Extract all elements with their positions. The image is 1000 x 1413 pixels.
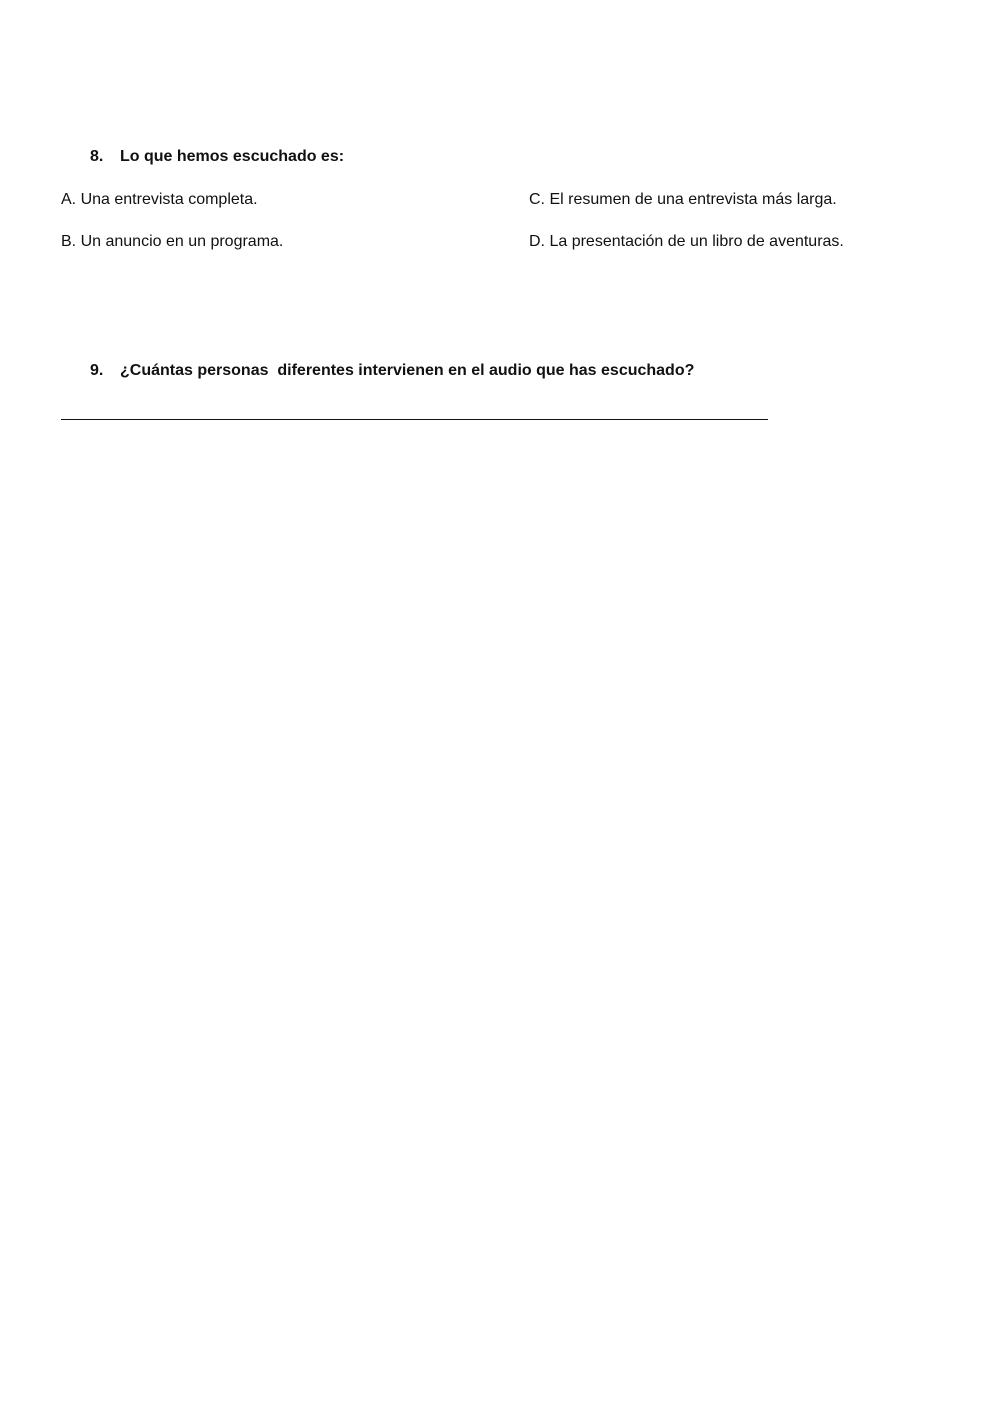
question-8: [90, 147, 344, 167]
option-a[interactable]: [61, 190, 258, 210]
option-b-letter: B.: [61, 233, 77, 250]
question-9: [90, 361, 694, 381]
question-9-text: ¿Cuántas personas diferentes intervienen en el audio que has escuchado?: [120, 362, 695, 379]
question-8-number: 8.: [90, 148, 104, 165]
question-9-number: 9.: [90, 362, 104, 379]
answer-line[interactable]: [61, 419, 768, 420]
option-c[interactable]: [529, 190, 837, 210]
option-b[interactable]: [61, 232, 283, 252]
option-d[interactable]: [529, 232, 844, 252]
option-d-text: La presentación de un libro de aventuras.: [549, 233, 844, 250]
option-c-text: El resumen de una entrevista más larga.: [549, 191, 837, 208]
option-a-text: Una entrevista completa.: [80, 191, 258, 208]
option-b-text: Un anuncio en un programa.: [80, 233, 284, 250]
question-8-text: Lo que hemos escuchado es:: [120, 148, 345, 165]
option-d-letter: D.: [529, 233, 545, 250]
option-a-letter: A.: [61, 191, 77, 208]
option-c-letter: C.: [529, 191, 545, 208]
